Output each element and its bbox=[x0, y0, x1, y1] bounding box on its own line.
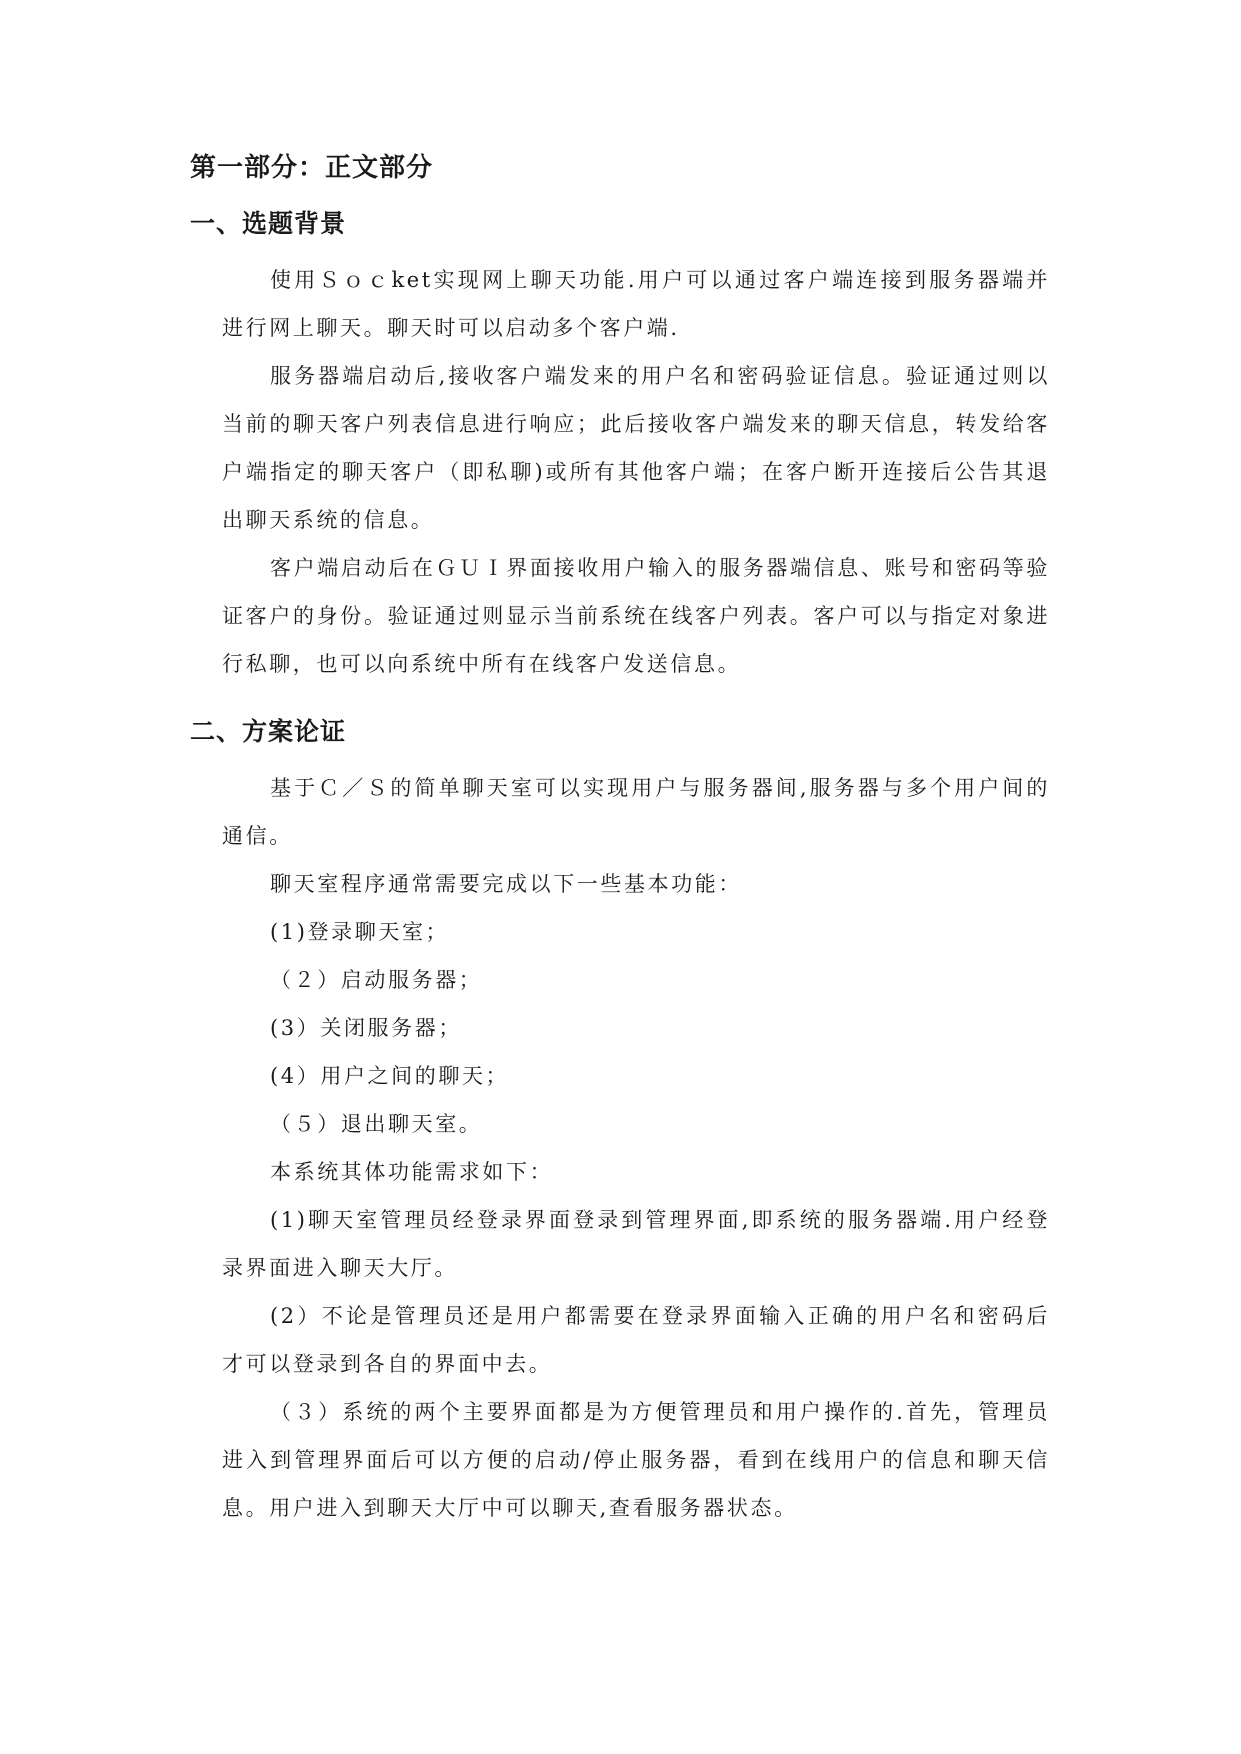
part-title: 第一部分：正文部分 bbox=[190, 153, 434, 183]
paragraph: 基于Ｃ／Ｓ的简单聊天室可以实现用户与服务器间,服务器与多个用户间的通信。 bbox=[222, 776, 1050, 848]
paragraph: 使用Ｓｏｃket实现网上聊天功能.用户可以通过客户端连接到服务器端并进行网上聊天。聊天时可以启动多个客户端. bbox=[222, 268, 1050, 340]
requirement-paragraph: (2）不论是管理员还是用户都需要在登录界面输入正确的用户名和密码后才可以登录到各自的界面中去。 bbox=[222, 1304, 1050, 1376]
document-page bbox=[190, 150, 1050, 1532]
list-item: （５）退出聊天室。 bbox=[270, 1112, 483, 1136]
paragraph: 服务器端启动后,接收客户端发来的用户名和密码验证信息。验证通过则以当前的聊天客户列表信息进行响应；此后接收客户端发来的聊天信息，转发给客户端指定的聊天客户（即私聊)或所有其他客户端；在客户断开连接后公告其退出聊天系统的信息。 bbox=[222, 364, 1050, 532]
paragraph: 客户端启动后在ＧＵＩ界面接收用户输入的服务器端信息、账号和密码等验证客户的身份。验证通过则显示当前系统在线客户列表。客户可以与指定对象进行私聊，也可以向系统中所有在线客户发送信息。 bbox=[222, 556, 1050, 676]
section-title-solution: 二、方案论证 bbox=[190, 717, 347, 746]
requirement-paragraph: (1)聊天室管理员经登录界面登录到管理界面,即系统的服务器端.用户经登录界面进入聊天大厅。 bbox=[222, 1208, 1050, 1280]
list-item: (4）用户之间的聊天； bbox=[270, 1064, 510, 1088]
requirement-paragraph: （３）系统的两个主要界面都是为方便管理员和用户操作的.首先，管理员进入到管理界面后可以方便的启动/停止服务器，看到在线用户的信息和聊天信息。用户进入到聊天大厅中可以聊天,查看服务器状态。 bbox=[222, 1400, 1050, 1520]
paragraph: 聊天室程序通常需要完成以下一些基本功能： bbox=[270, 872, 742, 896]
list-item: (3）关闭服务器； bbox=[270, 1016, 462, 1040]
section-title-background: 一、选题背景 bbox=[190, 209, 347, 238]
list-item: (1)登录聊天室； bbox=[270, 920, 450, 944]
list-item: （２）启动服务器； bbox=[270, 968, 483, 992]
requirements-intro: 本系统其体功能需求如下： bbox=[270, 1160, 554, 1184]
